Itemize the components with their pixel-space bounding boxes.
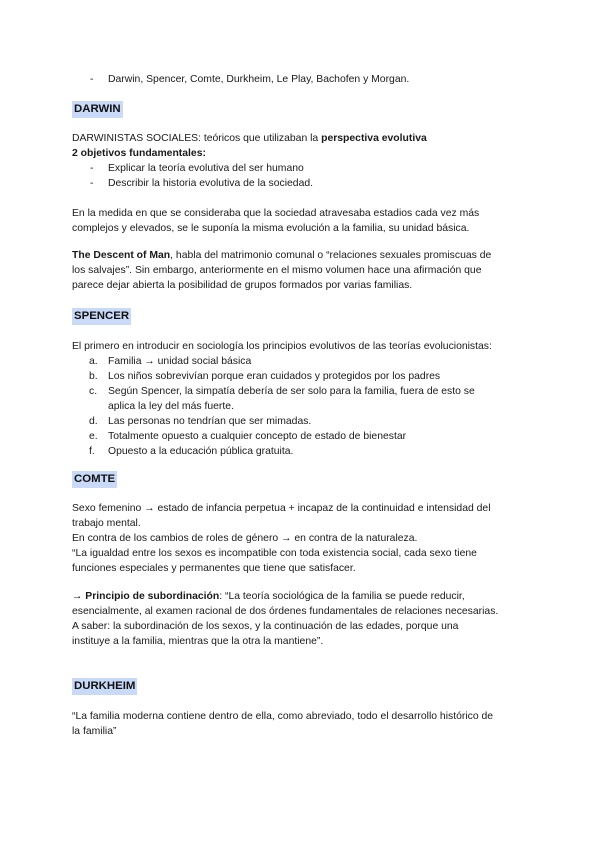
list-item-text: Según Spencer, la simpatía debería de ser solo para la familia, fuera de esto se [108, 386, 475, 397]
list-marker: c. [89, 386, 98, 397]
list-item-text: Describir la historia evolutiva de la sociedad. [108, 178, 314, 189]
list-item-text: Los niños sobrevivían porque eran cuidados y protegidos por los padres [108, 371, 441, 382]
spencer-section-heading [72, 308, 532, 325]
list-item [72, 384, 532, 399]
principle-title: → Principio de subordinación [72, 591, 220, 602]
paragraph-line: funciones especiales y permanentes que tiene que satisfacer. [72, 563, 356, 574]
spencer-body [72, 339, 532, 459]
list-marker: e. [89, 431, 98, 442]
darwin-intro [72, 131, 532, 191]
bold-text: perspectiva evolutiva [321, 133, 427, 144]
list-item-text: Totalmente opuesto a cualquier concepto de estado de bienestar [108, 431, 407, 442]
dash-bullet: - [90, 74, 94, 85]
book-title: The Descent of Man [72, 250, 171, 261]
list-marker: d. [89, 416, 98, 427]
darwin-line1 [72, 131, 532, 146]
list-item [72, 369, 532, 384]
darwin-paragraph-1 [72, 206, 532, 236]
list-item [72, 429, 532, 444]
intro-list [72, 72, 532, 87]
list-item [72, 72, 532, 87]
paragraph-line: trabajo mental. [72, 518, 141, 529]
paragraph-line [72, 589, 532, 604]
durkheim-body [72, 709, 532, 739]
list-item [72, 414, 532, 429]
darwin-paragraph-2 [72, 248, 532, 293]
list-marker: a. [89, 356, 98, 367]
paragraph-line: Sexo femenino → estado de infancia perpetua + incapaz de la continuidad e intensidad del [72, 503, 491, 514]
text-span: : “La teoría sociológica de la familia se puede reducir, [219, 591, 465, 602]
list-item [72, 161, 532, 176]
list-item-text: aplica la ley del más fuerte. [108, 401, 234, 412]
list-item-text: Opuesto a la educación pública gratuita. [108, 446, 294, 457]
paragraph-line: parece dejar abierta la posibilidad de grupos formados por varias familias. [72, 280, 413, 291]
section-heading: SPENCER [72, 308, 131, 325]
list-item [72, 444, 532, 459]
bold-text: 2 objetivos fundamentales: [72, 148, 206, 159]
paragraph-line [72, 248, 532, 263]
comte-principle [72, 589, 532, 649]
text-span: DARWINISTAS SOCIALES: teóricos que utilizaban la [72, 133, 322, 144]
paragraph-line: instituye a la familia, mientras que la otra la mantiene”. [72, 636, 324, 647]
quote-line: la familia” [72, 726, 117, 737]
paragraph-line: “La igualdad entre los sexos es incompatible con toda existencia social, cada sexo tiene [72, 548, 477, 559]
list-item [72, 354, 532, 369]
list-item-text: Las personas no tendrían que ser mimadas. [108, 416, 312, 427]
list-marker: b. [89, 371, 98, 382]
section-heading: COMTE [72, 471, 117, 488]
comte-section-heading [72, 471, 532, 488]
list-item [72, 176, 532, 191]
dash-bullet: - [90, 163, 94, 174]
dash-bullet: - [90, 178, 94, 189]
objectives-title [72, 146, 532, 161]
section-heading: DURKHEIM [72, 678, 137, 695]
list-item-text: Darwin, Spencer, Comte, Durkheim, Le Play, Bachofen y Morgan. [108, 74, 410, 85]
comte-body [72, 501, 532, 576]
list-item-continuation [72, 399, 532, 414]
list-marker: f. [89, 446, 95, 457]
quote-line: “La familia moderna contiene dentro de ella, como abreviado, todo el desarrollo histórico de [72, 711, 494, 722]
spencer-intro: El primero en introducir en sociología los principios evolutivos de las teorías evolucionistas: [72, 341, 492, 352]
paragraph-line: esencialmente, al examen racional de dos órdenes fundamentales de relaciones necesarias. [72, 606, 499, 617]
paragraph-line: complejos y elevados, se le suponía la misma evolución a la familia, su unidad básica. [72, 223, 470, 234]
paragraph-line: En la medida en que se consideraba que la sociedad atravesaba estadios cada vez más [72, 208, 480, 219]
darwin-section-heading [72, 101, 532, 118]
durkheim-section-heading [72, 678, 532, 695]
paragraph-line: los salvajes”. Sin embargo, anteriormente en el mismo volumen hace una afirmación que [72, 265, 482, 276]
list-item-text: Explicar la teoría evolutiva del ser humano [108, 163, 304, 174]
paragraph-line: A saber: la subordinación de los sexos, y la continuación de las edades, porque una [72, 621, 459, 632]
list-item-text: Familia → unidad social básica [108, 356, 252, 367]
paragraph-line: En contra de los cambios de roles de género → en contra de la naturaleza. [72, 533, 418, 544]
section-heading: DARWIN [72, 101, 123, 118]
text-span: , habla del matrimonio comunal o “relaciones sexuales promiscuas de [170, 250, 492, 261]
